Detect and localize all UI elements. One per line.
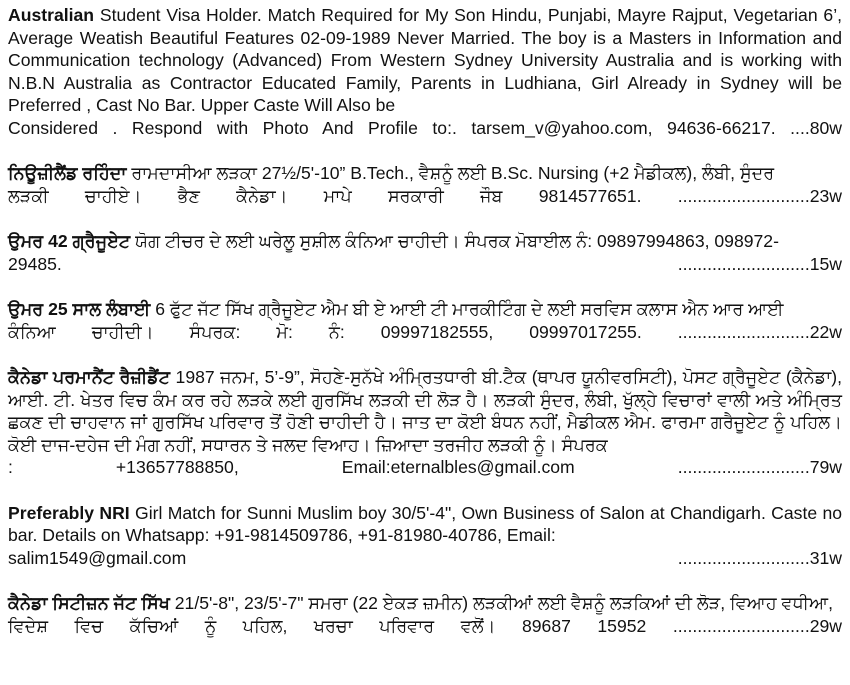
ad-heading: ਨਿਊਜ਼ੀਲੈਂਡ ਰਹਿੰਦਾ — [8, 163, 127, 183]
classified-ad — [8, 366, 842, 479]
ad-line: Caste no bar. Details on Whatsapp: +91-9814509786, +91-81980-40786, Email: — [8, 502, 843, 545]
ad-heading: ਉਮਰ 42 ਗ੍ਰੈਜੂਏਟ — [8, 231, 131, 251]
ad-code: ...........................79w — [677, 457, 842, 477]
ad-last-line — [8, 456, 842, 479]
ad-line: Girl Match for Sunni Muslim boy 30/5'-4", Own Business of Salon at Chandigarh. — [135, 502, 766, 523]
ad-contact: Considered . Respond with Photo And Profile to:. tarsem_v@yahoo.com, 94636-66217. — [8, 117, 776, 138]
ad-contact: : +13657788850, Email:eternalbles@gmail.com — [8, 457, 575, 477]
ad-text — [8, 230, 842, 253]
ad-heading: Preferably NRI — [8, 502, 130, 523]
ad-code: ....80w — [790, 117, 842, 138]
ad-line: 21/5'-8", 23/5'-7" ਸਮਰਾ (22 ਏਕੜ ਜ਼ਮੀਨ) ਲੜਕੀਆਂ ਲਈ ਵੈਸ਼ਨੂੰ ਲੜਕਿਆਂ ਦੀ ਲੋੜ, ਵਿਆਹ ਵਧੀਆ, — [174, 593, 833, 613]
ad-last-line — [8, 117, 842, 140]
ad-contact: 29485. — [8, 253, 62, 274]
ad-text — [8, 592, 842, 615]
ad-last-line — [8, 321, 842, 344]
ad-line: ਰਾਮਦਾਸੀਆ ਲੜਕਾ 27½/5'-10” B.Tech., ਵੈਸ਼ਨੂੰ ਲਈ B.Sc. Nursing (+2 ਮੈਡੀਕਲ), ਲੰਬੀ, ਸੁੰਦਰ — [131, 163, 775, 183]
classified-ad — [8, 592, 842, 637]
ad-text — [8, 298, 842, 321]
ad-line: ਯੋਗ ਟੀਚਰ ਦੇ ਲਈ ਘਰੇਲੂ ਸੁਸ਼ੀਲ ਕੰਨਿਆ ਚਾਹੀਦੀ। ਸੰਪਰਕ ਮੋਬਾਈਲ ਨੰ: 09897994863, 098972- — [135, 231, 779, 251]
ad-text — [8, 162, 842, 185]
ad-code: ...........................31w — [677, 547, 842, 568]
ad-text — [8, 366, 842, 456]
classified-ad — [8, 4, 842, 139]
ad-text — [8, 4, 842, 117]
classified-ad — [8, 162, 842, 207]
ad-line: Vegetarian 6’, Average Weatish Beautiful Features 02-09-1989 Never Married. The boy is a — [8, 5, 842, 48]
ad-last-line — [8, 185, 842, 208]
ad-code: ...........................22w — [677, 321, 842, 342]
ad-last-line — [8, 547, 842, 570]
ad-heading: ਕੈਨੇਡਾ ਪਰਮਾਨੈਂਟ ਰੈਜ਼ੀਡੈਂਟ — [8, 367, 171, 387]
ad-last-line — [8, 253, 842, 276]
ad-line: in Ludhiana, Girl Already in Sydney will be Preferred , Cast No Bar. Upper Caste Will Also be — [8, 72, 843, 115]
ad-line: ਫਾਰਮਾ ਗਰੈਜੂਏਟ ਨੂੰ ਪਹਿਲ। ਕੋਈ ਦਾਜ-ਦਹੇਜ ਦੀ ਮੰਗ ਨਹੀਂ, ਸਧਾਰਨ ਤੇ ਜਲਦ ਵਿਆਹ। ਜ਼ਿਆਦਾ ਤਰਜੀਹ ਲੜਕੀ ਨੂੰ। ਸੰਪਰਕ — [8, 412, 843, 455]
ad-line: 6 ਫੁੱਟ ਜੱਟ ਸਿੱਖ ਗ੍ਰੈਜੂਏਟ ਐਮ ਬੀ ਏ ਆਈ ਟੀ ਮਾਰਕੀਟਿੰਗ ਦੇ ਲਈ ਸਰਵਿਸ ਕਲਾਸ ਐਨ ਆਰ ਆਈ — [155, 299, 784, 319]
ad-code: ...........................23w — [677, 185, 842, 206]
ad-contact: ਵਿਦੇਸ਼ ਵਿਚ ਕੱਚਿਆਂ ਨੂੰ ਪਹਿਲ, ਖਰਚਾ ਪਰਿਵਾਰ ਵਲੋਂ। 89687 15952 — [8, 615, 647, 636]
ad-heading: Australian — [8, 5, 95, 25]
ad-line: 1987 ਜਨਮ, 5’-9”, ਸੋਹਣੇ-ਸੁਨੱਖੇ ਅੰਮ੍ਰਿਤਧਾਰੀ ਬੀ.ਟੈਕ (ਥਾਪਰ ਯੂਨੀਵਰਸਿਟੀ), ਪੋਸਟ ਗ੍ਰੈਜੂਏਟ — [175, 367, 781, 387]
classified-ad — [8, 502, 842, 570]
ad-last-line — [8, 615, 842, 638]
classified-ad — [8, 230, 842, 275]
ad-line: Masters in Information and Communication technology (Advanced) From Western Sydney — [8, 27, 842, 70]
ad-line: ਵਾਲੀ ਅਤੇ ਅੰਮ੍ਰਿਤ ਛਕਣ ਦੀ ਚਾਹਵਾਨ ਜਾਂ ਗੁਰਸਿੱਖ ਪਰਿਵਾਰ ਤੋਂ ਹੋਣੀ ਚਾਹੀਦੀ ਹੈ। ਜਾਤ ਦਾ ਕੋਈ ਬੰਧਨ ਨਹੀਂ, ਮੈਡੀਕਲ ਐਮ. — [8, 389, 843, 432]
ad-text — [8, 502, 842, 547]
ad-heading: ਕੈਨੇਡਾ ਸਿਟੀਜ਼ਨ ਜੱਟ ਸਿੱਖ — [8, 593, 170, 613]
ad-contact: ਕੰਨਿਆ ਚਾਹੀਦੀ। ਸੰਪਰਕ: ਮੋ: ਨੰ: 09997182555, 09997017255. — [8, 321, 642, 342]
classified-ad — [8, 298, 842, 343]
ad-code: ............................29w — [672, 615, 842, 636]
ad-heading: ਉਮਰ 25 ਸਾਲ ਲੰਬਾਈ — [8, 299, 151, 319]
ad-line: Student Visa Holder. Match Required for My Son Hindu, Punjabi, Mayre Rajput, — [99, 5, 728, 25]
ad-code: ...........................15w — [677, 253, 842, 274]
ad-line: (ਕੈਨੇਡਾ), ਆਈ. ਟੀ. ਖੇਤਰ ਵਿਚ ਕੰਮ ਕਰ ਰਹੇ ਲੜਕੇ ਲਈ ਗੁਰਸਿੱਖ ਲੜਕੀ ਦੀ ਲੋੜ ਹੈ। ਲੜਕੀ ਸੁੰਦਰ, ਲੰਬੀ, ਖੁੱਲ੍ਹੇ ਵਿਚਾਰਾਂ — [8, 367, 842, 410]
ad-line: University Australia and is working with N.B.N Australia as Contractor Educated Family, Parents — [8, 50, 842, 93]
ad-contact: salim1549@gmail.com — [8, 547, 187, 568]
ad-contact: ਲੜਕੀ ਚਾਹੀਏ। ਭੈਣ ਕੈਨੇਡਾ। ਮਾਪੇ ਸਰਕਾਰੀ ਜੌਬ 9814577651. — [8, 185, 642, 206]
